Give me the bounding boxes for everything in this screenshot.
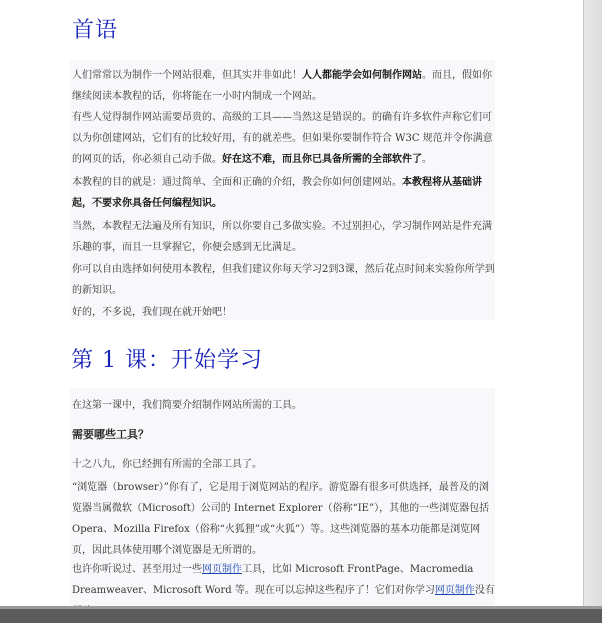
intro-title: 首语: [72, 18, 119, 43]
intro-paragraph-1: 人们常常以为制作一个网站很难，但其实并非如此！人人都能学会如何制作网站。而且，假如你继续阅读本教程的话，你将能在一小时内制成一个网站。: [72, 70, 492, 102]
web-design-link-2[interactable]: 网页制作: [434, 585, 475, 596]
intro-paragraph-5: 你可以自由选择如何使用本教程，但我们建议你每天学习2到3课，然后花点时间来实验你所学到的新知识。: [72, 264, 495, 296]
bottom-scrollbar-edge: [0, 606, 602, 609]
intro-paragraph-4: 当然，本教程无法遍及所有知识，所以你要自己多做实验。不过别担心，学习制作网站是件充满乐趣的事，而且一旦掌握它，你便会感到无比满足。: [72, 221, 492, 253]
intro-paragraph-3: 本教程的目的就是：通过简单、全面和正确的介绍，教会你如何创建网站。本教程将从基础讲起，不要求你具备任何编程知识。: [72, 177, 482, 209]
intro-paragraph-6: 好的，不多说，我们现在就开始吧！: [72, 307, 232, 318]
lesson1-paragraph-2: 十之八九，你已经拥有所需的全部工具了。: [72, 459, 262, 470]
lesson1-subheading: 需要哪些工具？: [72, 428, 149, 441]
lesson1-paragraph-4: 也许你听说过、甚至用过一些网页制作工具，比如 Microsoft FrontPage、Macromedia Dreamweaver、Microsoft Word 等。现在可以忘掉这些程序了！它们对你学习网页制作没有: [72, 564, 495, 596]
web-design-link-1[interactable]: 网页制作: [202, 564, 242, 575]
lesson1-paragraph-1: 在这第一课中，我们简要介绍制作网站所需的工具。: [72, 400, 302, 411]
bottom-scrollbar[interactable]: [0, 606, 602, 623]
intro-paragraph-2: 有些人觉得制作网站需要昂贵的、高级的工具——当然这是错误的。的确有许多软件声称它们可以为你创建网站，它们有的比较好用，有的就差些。但如果你要制作符合 W3C 规范并令你满意的网页的话，你必须自己动手做。好在这不难，而且你已具备所需的全部软件了。: [72, 112, 493, 165]
lesson1-paragraph-3: “浏览器（browser）”你有了，它是用于浏览网站的程序。游览器有很多可供选择，最普及的浏览器当属微软（Microsoft）公司的 Internet Explorer（俗称“IE”），其他的一些浏览器包括 Opera、Mozilla Firefox（俗称“火狐狸”或“火狐”）等。这些浏览器的基本功能都是浏览网页，因此具体使用哪个浏览器是无所谓的。: [72, 482, 490, 556]
lesson1-title: 第 1 课：开始学习: [71, 348, 263, 373]
right-scroll-gutter: [584, 0, 602, 612]
